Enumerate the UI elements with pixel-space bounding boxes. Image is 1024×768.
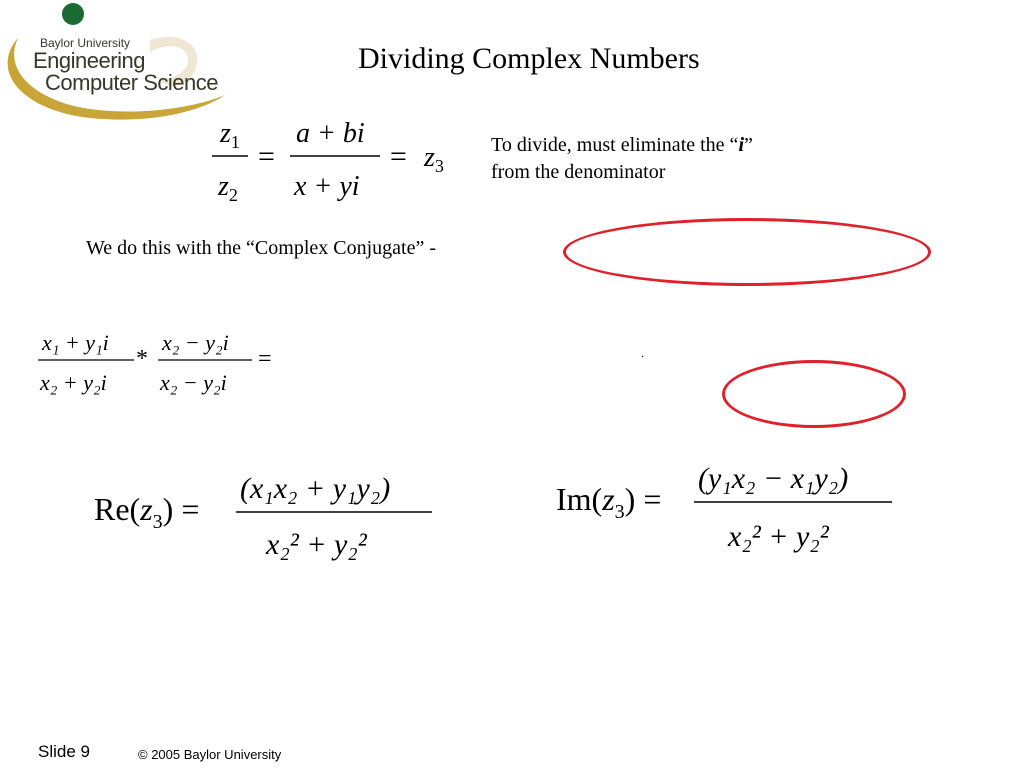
slide-number: Slide 9 (38, 742, 90, 761)
im-denominator: x₂² + y₂² (728, 520, 829, 553)
logo-university: Baylor University (40, 36, 131, 50)
logo-line2: Computer Science (45, 70, 218, 95)
eq1-lhs-den: $z_2$ (218, 171, 238, 205)
im-numerator: (y₁x₂ − x₁y₂) (698, 462, 849, 495)
re-denominator: x₂² + y₂² (266, 528, 367, 561)
eq2-den2: x₂ − y₂i (160, 370, 227, 395)
eq2-times: * (136, 346, 148, 372)
conjugate-text: We do this with the “Complex Conjugate” - (86, 237, 436, 259)
note-line1: To divide, must eliminate the “i” (491, 134, 753, 156)
page-title: Dividing Complex Numbers (358, 42, 700, 75)
im-label: $Im(z_3)$ = (556, 481, 662, 523)
re-label: $Re(z_3)$ = (94, 491, 200, 533)
eq2-den1: x₂ + y₂i (40, 370, 107, 395)
result-ellipse (722, 360, 906, 428)
equation-conjugate-multiply (30, 322, 290, 402)
note-line2: from the denominator (491, 161, 666, 183)
eq2-num1: x₁ + y₁i (42, 330, 109, 355)
eq1-mid-num: a + bi (296, 118, 365, 149)
eq1-equals-1: = (258, 140, 275, 173)
eq2-equals: = (258, 346, 272, 372)
eq1-rhs: $z_3$ (424, 142, 444, 176)
re-numerator: (x₁x₂ + y₁y₂) (240, 472, 391, 505)
note-text (491, 132, 753, 186)
equation-real-part (90, 462, 440, 572)
eq1-mid-den: x + yi (294, 171, 360, 202)
eq2-num2: x₂ − y₂i (162, 330, 229, 355)
logo-line1: Engineering (33, 48, 145, 73)
copyright: © 2005 Baylor University (138, 747, 282, 762)
center-dot: . (641, 346, 644, 360)
logo (0, 0, 240, 130)
eq1-lhs-num: $z_1$ (220, 118, 240, 152)
equation-imaginary-part (552, 452, 902, 562)
eq1-equals-2: = (390, 140, 407, 173)
equation-division (200, 112, 470, 212)
conjugate-ellipse (563, 218, 931, 286)
